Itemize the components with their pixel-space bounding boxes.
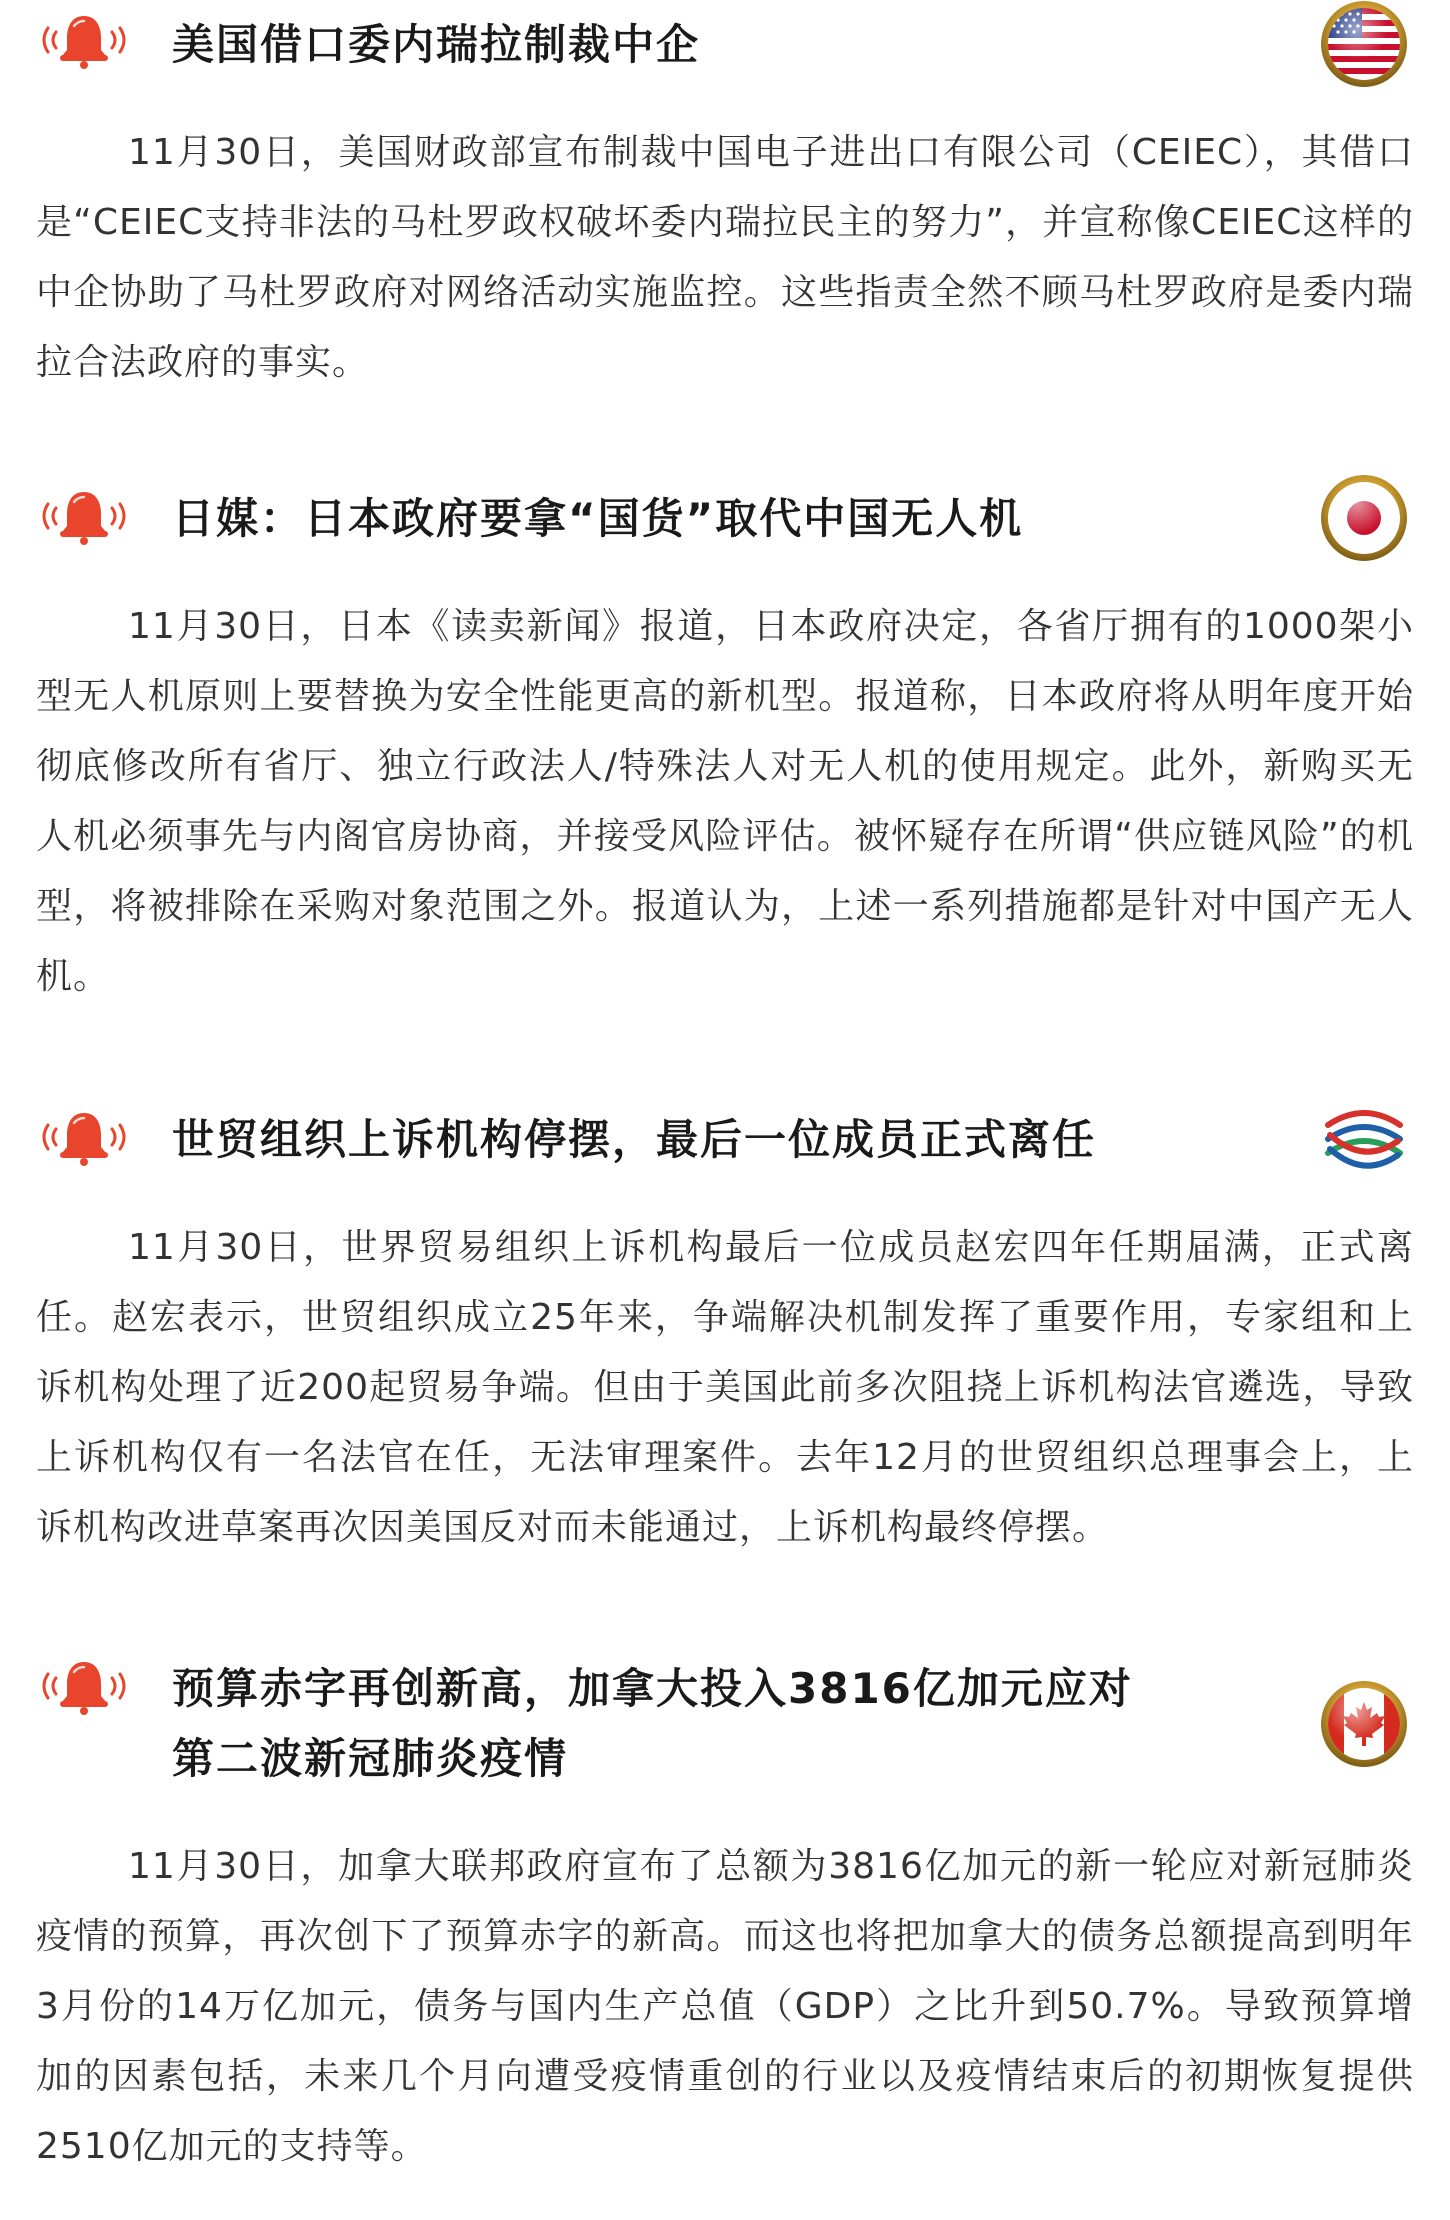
us-flag-icon	[1320, 0, 1408, 88]
canada-flag-icon	[1320, 1680, 1408, 1768]
article-title	[172, 484, 1023, 554]
article-body: 11月30日，美国财政部宣布制裁中国电子进出口有限公司（CEIEC），其借口是“CEIEC支持非法的马杜罗政权破坏委内瑞拉民主的努力”，并宣称像CEIEC这样的中企协助了马杜罗政府对网络活动实施监控。这些指责全然不顾马杜罗政府是委内瑞拉合法政府的事实。	[36, 132, 1414, 383]
article-body: 11月30日，日本《读卖新闻》报道，日本政府决定，各省厅拥有的1000架小型无人机原则上要替换为安全性能更高的新机型。报道称，日本政府将从明年度开始彻底修改所有省厅、独立行政法人/特殊法人对无人机的使用规定。此外，新购买无人机必须事先与内阁官房协商，并接受风险评估。被怀疑存在所谓“供应链风险”的机型，将被排除在采购对象范围之外。报道认为，上述一系列措施都是针对中国产无人机。	[36, 606, 1414, 997]
alert-bell-icon	[34, 1656, 134, 1716]
wto-logo-icon	[1320, 1095, 1408, 1183]
article-title-line: 世贸组织上诉机构停摆，最后一位成员正式离任	[172, 1115, 1097, 1164]
article-title	[172, 1654, 1133, 1794]
alert-bell-icon	[34, 1107, 134, 1167]
article-title-line: 第二波新冠肺炎疫情	[172, 1734, 569, 1783]
article-title	[172, 10, 700, 80]
alert-bell-icon	[34, 486, 134, 546]
article-title-line: 日媒：日本政府要拿“国货”取代中国无人机	[172, 494, 1024, 543]
article-title-line: 预算赤字再创新高，加拿大投入3816亿加元应对	[172, 1664, 1133, 1713]
article-body: 11月30日，加拿大联邦政府宣布了总额为3816亿加元的新一轮应对新冠肺炎疫情的预算，再次创下了预算赤字的新高。而这也将把加拿大的债务总额提高到明年3月份的14万亿加元，债务与国内生产总值（GDP）之比升到50.7%。导致预算增加的因素包括，未来几个月向遭受疫情重创的行业以及疫情结束后的初期恢复提供2510亿加元的支持等。	[36, 1846, 1414, 2167]
japan-flag-icon	[1320, 474, 1408, 562]
article-title-line: 美国借口委内瑞拉制裁中企	[172, 20, 701, 69]
article-body: 11月30日，世界贸易组织上诉机构最后一位成员赵宏四年任期届满，正式离任。赵宏表示，世贸组织成立25年来，争端解决机制发挥了重要作用，专家组和上诉机构处理了近200起贸易争端。但由于美国此前多次阻挠上诉机构法官遴选，导致上诉机构仅有一名法官在任，无法审理案件。去年12月的世贸组织总理事会上，上诉机构改进草案再次因美国反对而未能通过，上诉机构最终停摆。	[36, 1227, 1414, 1548]
article-title	[172, 1105, 1096, 1175]
alert-bell-icon	[34, 10, 134, 70]
